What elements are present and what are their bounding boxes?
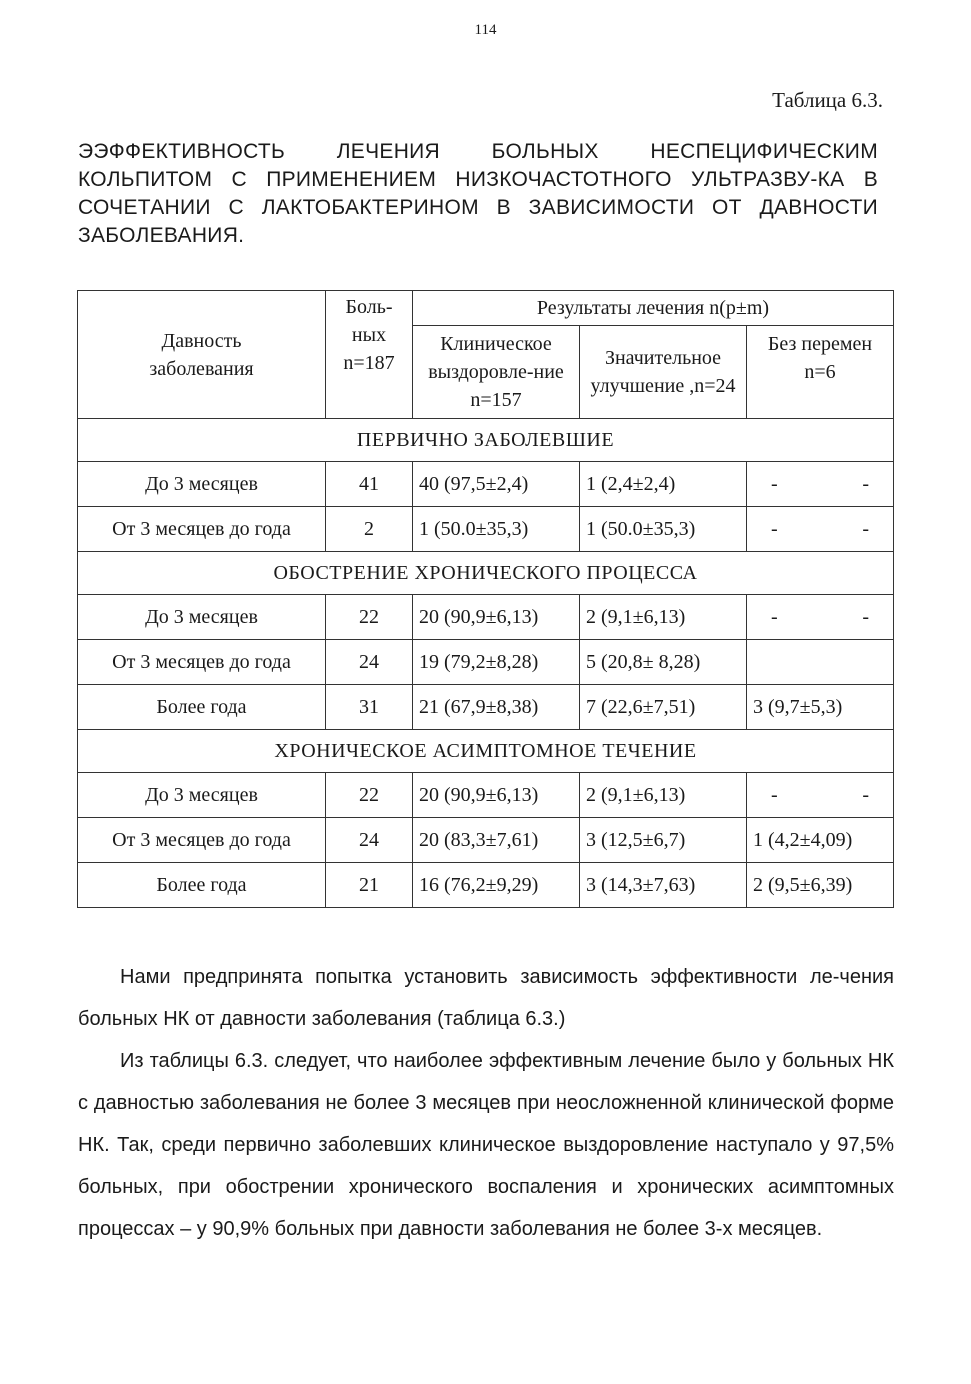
table-caption: Таблица 6.3. — [772, 88, 883, 112]
table-row — [78, 773, 894, 818]
patients-cell: 21 — [326, 863, 413, 908]
improvement-cell: 3 (12,5±6,7) — [580, 818, 747, 863]
patients-cell: 31 — [326, 685, 413, 730]
no-change-cell — [747, 507, 894, 552]
no-change-cell — [747, 462, 894, 507]
improvement-cell: 2 (9,1±6,13) — [580, 595, 747, 640]
dash-mark: - — [771, 517, 778, 540]
patients-cell: 24 — [326, 818, 413, 863]
header-duration: Давность заболевания — [78, 291, 326, 419]
patients-cell: 22 — [326, 595, 413, 640]
recovery-cell: 21 (67,9±8,38) — [413, 685, 580, 730]
patients-cell: 41 — [326, 462, 413, 507]
no-change-cell — [747, 773, 894, 818]
recovery-cell: 16 (76,2±9,29) — [413, 863, 580, 908]
table-row — [78, 462, 894, 507]
table-row — [78, 863, 894, 908]
no-change-cell: 1 (4,2±4,09) — [747, 818, 894, 863]
section-title: ХРОНИЧЕСКОЕ АСИМПТОМНОЕ ТЕЧЕНИЕ — [78, 730, 894, 773]
duration-cell: От 3 месяцев до года — [78, 640, 326, 685]
improvement-cell: 2 (9,1±6,13) — [580, 773, 747, 818]
header-no-change: Без перемен n=6 — [747, 326, 894, 419]
improvement-cell: 1 (50.0±35,3) — [580, 507, 747, 552]
patients-cell: 2 — [326, 507, 413, 552]
patients-cell: 22 — [326, 773, 413, 818]
header-improvement: Значительное улучшение ,n=24 — [580, 326, 747, 419]
improvement-cell: 5 (20,8± 8,28) — [580, 640, 747, 685]
dash-mark: - — [862, 517, 869, 540]
header-patients: Боль-ных n=187 — [326, 291, 413, 419]
dash-mark: - — [862, 783, 869, 806]
no-change-cell: 3 (9,7±5,3) — [747, 685, 894, 730]
duration-cell: От 3 месяцев до года — [78, 818, 326, 863]
section-title: ПЕРВИЧНО ЗАБОЛЕВШИЕ — [78, 419, 894, 462]
table-row — [78, 640, 894, 685]
page-number: 114 — [474, 22, 497, 38]
dash-mark: - — [771, 783, 778, 806]
duration-cell: От 3 месяцев до года — [78, 507, 326, 552]
table-row — [78, 595, 894, 640]
recovery-cell: 20 (90,9±6,13) — [413, 595, 580, 640]
results-table — [77, 290, 894, 908]
document-title: ЭЭФФЕКТИВНОСТЬ ЛЕЧЕНИЯ БОЛЬНЫХ НЕСПЕЦИФИЧЕСКИМ КОЛЬПИТОМ С ПРИМЕНЕНИЕМ НИЗКОЧАСТОТНОГО УЛЬТРАЗВУ-КА В СОЧЕТАНИИ С ЛАКТОБАКТЕРИНОМ В ЗАВИСИМОСТИ ОТ ДАВНОСТИ ЗАБОЛЕВАНИЯ. — [78, 140, 878, 247]
no-change-cell: 2 (9,5±6,39) — [747, 863, 894, 908]
duration-cell: До 3 месяцев — [78, 773, 326, 818]
dash-mark: - — [862, 605, 869, 628]
table-row — [78, 818, 894, 863]
section-title: ОБОСТРЕНИЕ ХРОНИЧЕСКОГО ПРОЦЕССА — [78, 552, 894, 595]
dash-mark: - — [771, 472, 778, 495]
recovery-cell: 1 (50.0±35,3) — [413, 507, 580, 552]
duration-cell: До 3 месяцев — [78, 595, 326, 640]
recovery-cell: 40 (97,5±2,4) — [413, 462, 580, 507]
duration-cell: Более года — [78, 685, 326, 730]
header-recovery: Клиническое выздоровле-ние n=157 — [413, 326, 580, 419]
no-change-cell — [747, 595, 894, 640]
recovery-cell: 20 (83,3±7,61) — [413, 818, 580, 863]
improvement-cell: 7 (22,6±7,51) — [580, 685, 747, 730]
table-row — [78, 507, 894, 552]
improvement-cell: 3 (14,3±7,63) — [580, 863, 747, 908]
no-change-cell — [747, 640, 894, 685]
duration-cell: Более года — [78, 863, 326, 908]
body-paragraph: Из таблицы 6.3. следует, что наиболее эффективным лечение было у больных НК с давностью заболевания не более 3 месяцев при неосложненной клинической форме НК. Так, среди первично заболевших клиническое выздоровление наступало у 97,5% больных, при обострении хронического воспаления и хронических асимптомных процессах – у 90,9% больных при давности заболевания не более 3-х месяцев. — [78, 1050, 894, 1240]
duration-cell: До 3 месяцев — [78, 462, 326, 507]
patients-cell: 24 — [326, 640, 413, 685]
body-paragraph: Нами предпринята попытка установить зависимость эффективности ле-чения больных НК от давности заболевания (таблица 6.3.) — [78, 966, 894, 1030]
dash-mark: - — [862, 472, 869, 495]
recovery-cell: 20 (90,9±6,13) — [413, 773, 580, 818]
table-row — [78, 685, 894, 730]
recovery-cell: 19 (79,2±8,28) — [413, 640, 580, 685]
dash-mark: - — [771, 605, 778, 628]
improvement-cell: 1 (2,4±2,4) — [580, 462, 747, 507]
header-results: Результаты лечения n(p±m) — [413, 291, 894, 326]
